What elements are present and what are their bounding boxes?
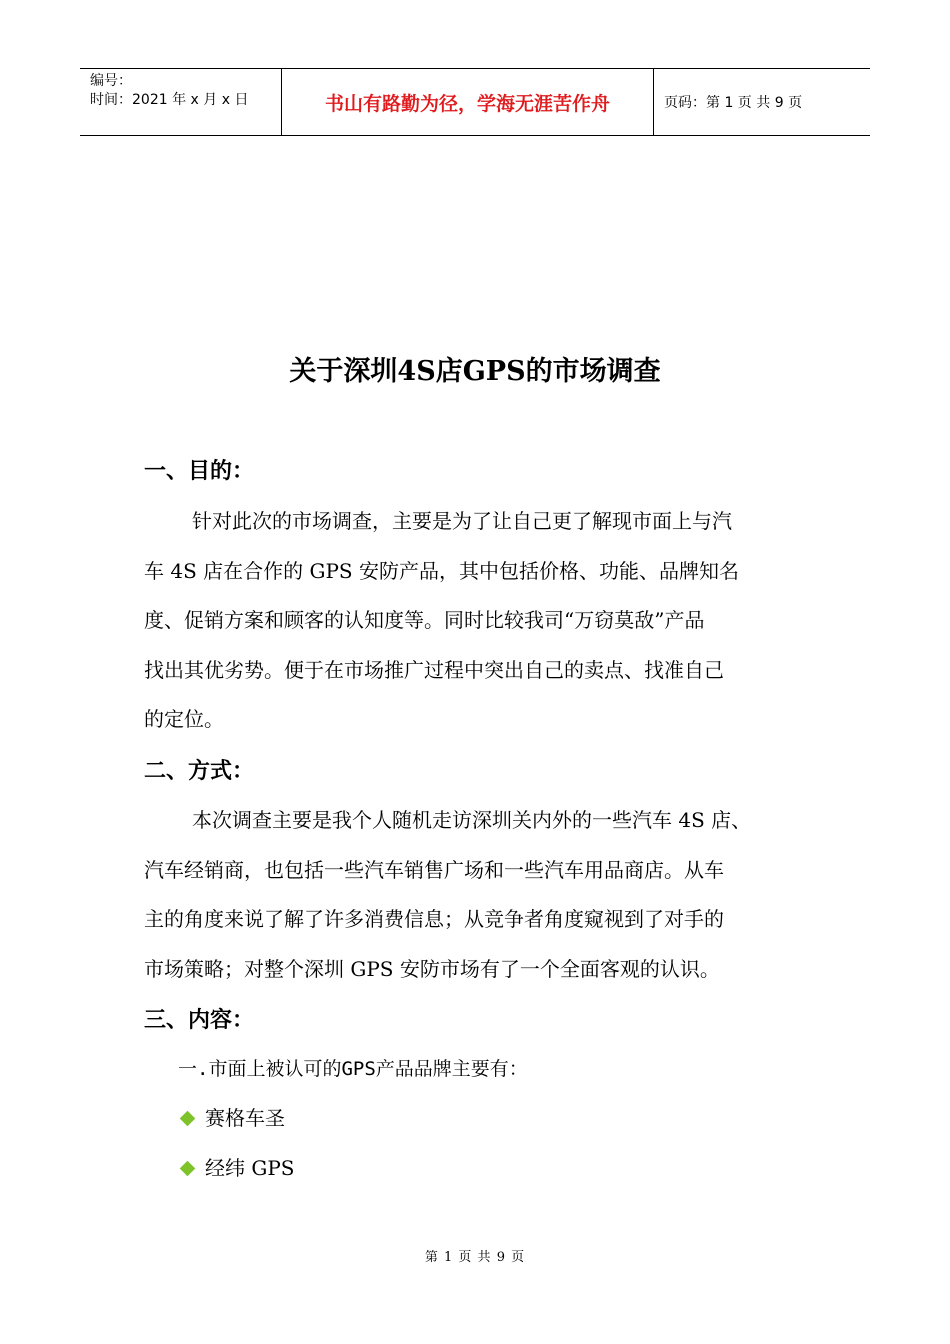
paragraph-line: 车 4S 店在合作的 GPS 安防产品，其中包括价格、功能、品牌知名 bbox=[144, 558, 739, 583]
header-time-label: 时间：2021 年 x 月 x 日 bbox=[90, 92, 249, 108]
section-heading: 二、方式： bbox=[144, 759, 255, 784]
paragraph-line: 汽车经销商，也包括一些汽车销售广场和一些汽车用品商店。从车 bbox=[144, 857, 724, 882]
section-method-body bbox=[144, 796, 824, 994]
header-number-label: 编号： bbox=[90, 73, 132, 89]
list-item-label: 经纬 GPS bbox=[205, 1156, 295, 1180]
paragraph-line: 针对此次的市场调查，主要是为了让自己更了解现市面上与汽 bbox=[192, 509, 732, 533]
section-heading: 一、目的： bbox=[144, 459, 255, 484]
paragraph-line: 主的角度来说了解了许多消费信息；从竞争者角度窥视到了对手的 bbox=[144, 907, 724, 931]
paragraph-line: 市场策略；对整个深圳 GPS 安防市场有了一个全面客观的认识。 bbox=[144, 956, 720, 981]
header-page-info: 页码：第 1 页 共 9 页 bbox=[664, 95, 803, 111]
section-content bbox=[144, 1006, 824, 1036]
document-title: 关于深圳4S店GPS的市场调查 bbox=[289, 356, 661, 387]
section-purpose bbox=[144, 457, 824, 487]
header-meta bbox=[80, 69, 281, 135]
section-purpose-body bbox=[144, 497, 824, 745]
paragraph-line: 本次调查主要是我个人随机走访深圳关内外的一些汽车 4S 店、 bbox=[192, 808, 752, 832]
list-item bbox=[178, 1103, 285, 1133]
paragraph-line: 找出其优劣势。便于在市场推广过程中突出自己的卖点、找准自己 bbox=[144, 657, 724, 682]
section-heading: 三、内容： bbox=[144, 1008, 255, 1033]
list-item-label: 赛格车圣 bbox=[205, 1106, 285, 1130]
paragraph-line: 度、促销方案和顾客的认知度等。同时比较我司“万窃莫敌”产品 bbox=[144, 608, 705, 632]
header-motto: 书山有路勤为径，学海无涯苦作舟 bbox=[281, 69, 654, 135]
page-footer: 第 1 页 共 9 页 bbox=[424, 1250, 526, 1265]
list-item bbox=[178, 1153, 295, 1183]
diamond-bullet-icon bbox=[180, 1110, 196, 1126]
document-header bbox=[80, 68, 870, 136]
diamond-bullet-icon bbox=[180, 1160, 196, 1176]
section-method bbox=[144, 757, 824, 787]
paragraph-line: 的定位。 bbox=[144, 707, 224, 731]
sub-heading: 一.市面上被认可的GPS产品品牌主要有： bbox=[178, 1058, 528, 1080]
